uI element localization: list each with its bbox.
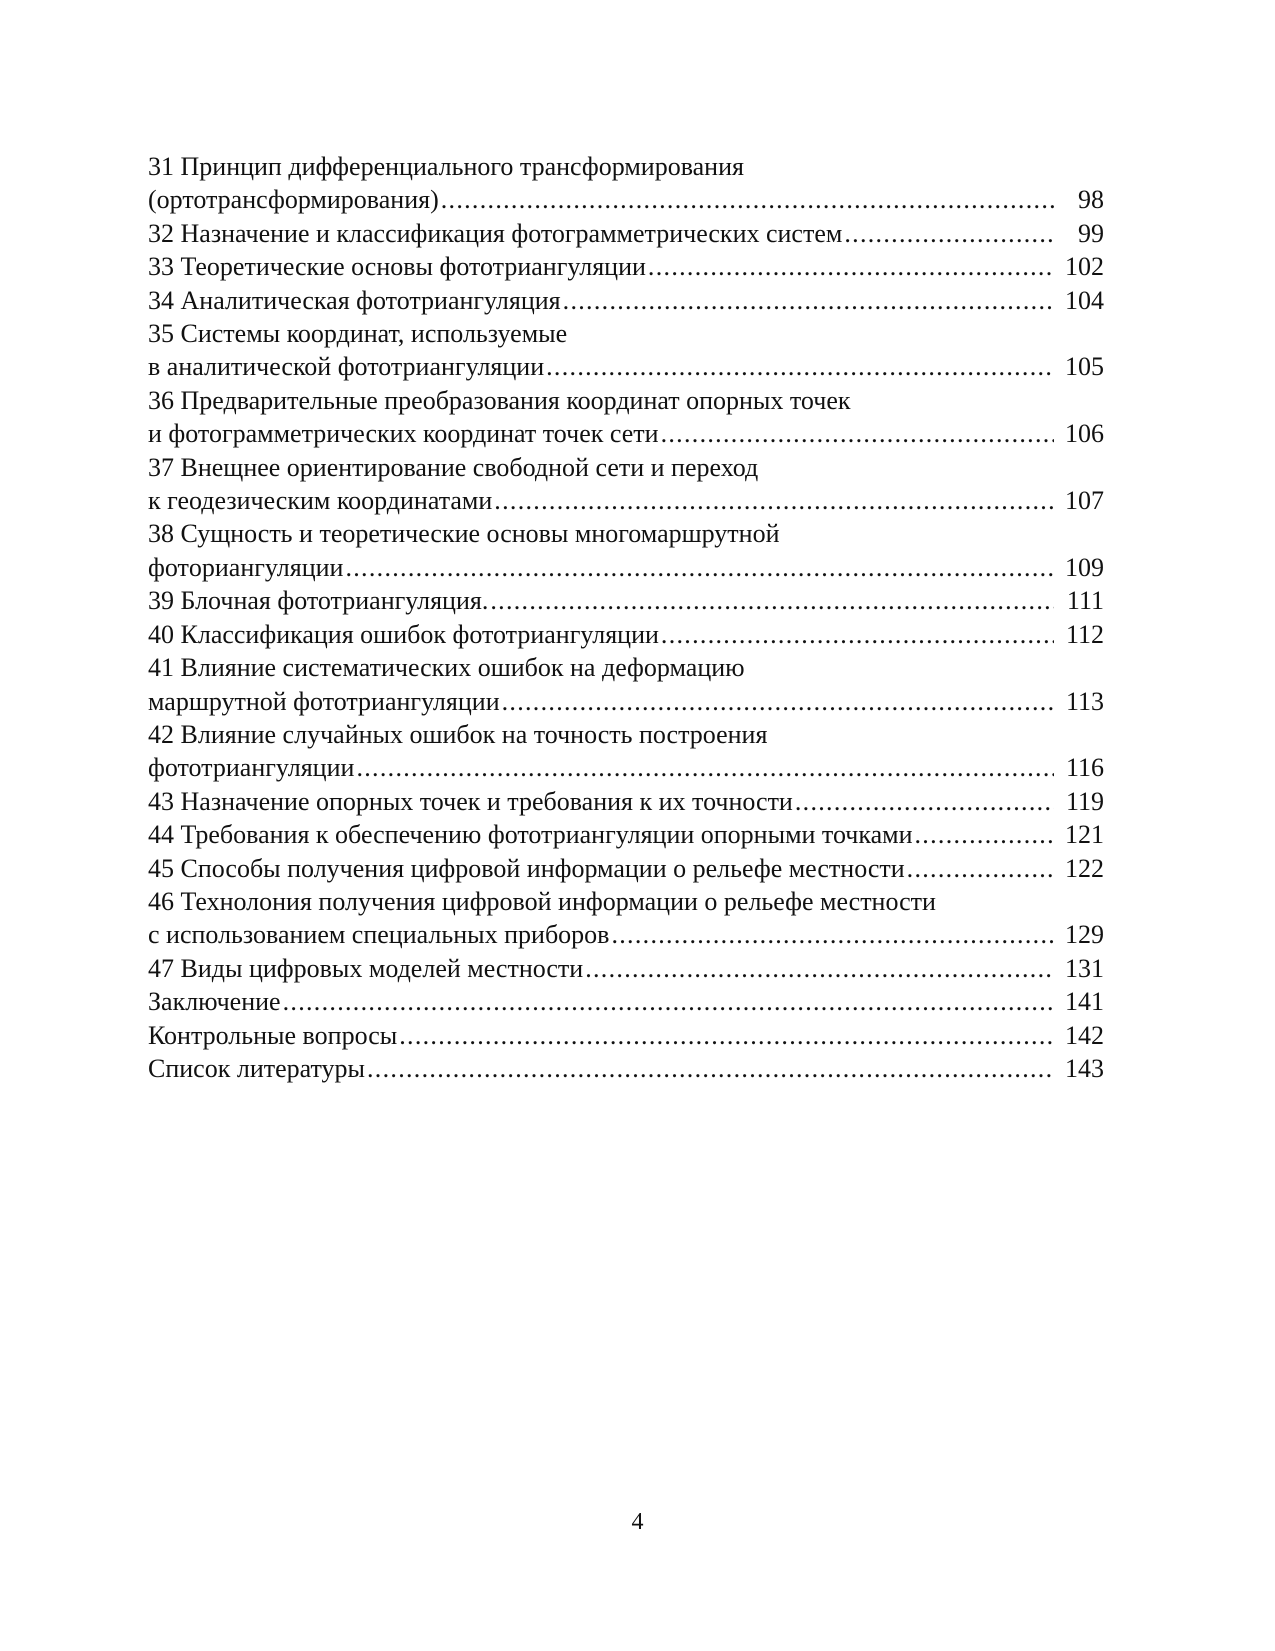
toc-entry-page-number: 112 [1065,619,1104,649]
toc-entry-title: 40 Классификация ошибок фототриангуляции [148,619,659,649]
page-number: 4 [631,1509,644,1535]
toc-entry-page-number: 102 [1065,252,1104,282]
dot-leader [546,350,1054,383]
toc-entry-title: 47 Виды цифровых моделей местности [148,953,584,983]
toc-entry [148,952,1104,985]
dot-leader [399,1019,1054,1052]
toc-entry-title-line: 31 Принцип дифференциального трансформирования [148,152,744,181]
toc-entry-title-line: 36 Предварительные преобразования координат опорных точек [148,385,851,415]
toc-entry-title: 45 Способы получения цифровой информации о рельефе местности [148,853,905,883]
dot-leader [844,217,1054,250]
dot-leader [356,751,1054,784]
toc-entry-page-number: 122 [1065,853,1104,883]
dot-leader [563,284,1054,317]
toc-entry-last-line [148,250,1104,283]
toc-entry-page-number: 143 [1065,1053,1104,1083]
toc-entry-last-line [148,1019,1104,1052]
toc-entry-page-number: 106 [1065,419,1104,449]
toc-entry-page-number: 116 [1065,753,1104,783]
toc-entry-page-number: 98 [1078,185,1104,215]
toc-entry-page-number: 129 [1065,920,1104,950]
toc-entry-page-number: 131 [1065,953,1104,983]
toc-entry-title: с использованием специальных приборов [148,920,610,950]
toc-entry-title: Список литературы [148,1053,365,1083]
toc-entry [148,718,1104,785]
toc-entry-last-line [148,484,1104,517]
toc-entry [148,517,1104,584]
toc-entry-last-line [148,985,1104,1018]
dot-leader [915,818,1055,851]
toc-entry-last-line [148,751,1104,784]
dot-leader [648,250,1054,283]
toc-entry-title: маршрутной фототриангуляции [148,686,500,716]
toc-entry-page-number: 142 [1065,1020,1104,1050]
toc-entry-title: 34 Аналитическая фототриангуляция [148,285,561,315]
toc-entry-page-number: 111 [1066,586,1104,616]
toc-entry-title: 39 Блочная фототриангуляция. [148,586,489,616]
toc-entry-last-line [148,685,1104,718]
dot-leader [795,785,1054,818]
dot-leader [490,584,1054,617]
toc-entry-page-number: 119 [1065,786,1104,816]
toc-entry [148,785,1104,818]
toc-entry-title: 32 Назначение и классификация фотограмметрических систем [148,218,843,248]
toc-entry-last-line [148,785,1104,818]
toc-entry-title: к геодезическим координатами [148,486,493,516]
table-of-contents [148,150,1104,1085]
toc-entry-title: в аналитической фототриангуляции [148,352,545,382]
toc-entry [148,217,1104,250]
toc-entry-last-line [148,284,1104,317]
toc-entry [148,150,1104,217]
toc-entry-title-line: 42 Влияние случайных ошибок на точность построения [148,719,768,749]
toc-entry [148,284,1104,317]
toc-entry-title-line: 35 Системы координат, используемые [148,319,568,349]
toc-entry-last-line [148,183,1104,216]
dot-leader [611,918,1054,951]
dot-leader [907,852,1054,885]
toc-entry-page-number: 105 [1065,352,1104,382]
dot-leader [494,484,1054,517]
dot-leader [367,1052,1054,1085]
toc-entry [148,651,1104,718]
toc-entry-title: Контрольные вопросы [148,1020,398,1050]
toc-entry-title: 44 Требования к обеспечению фототриангуляции опорными точками [148,820,913,850]
toc-entry-page-number: 109 [1065,552,1104,582]
toc-entry-page-number: 99 [1078,218,1104,248]
dot-leader [441,183,1054,216]
dot-leader [283,985,1054,1018]
toc-entry-page-number: 121 [1065,820,1104,850]
toc-entry-last-line [148,350,1104,383]
toc-entry-last-line [148,1052,1104,1085]
toc-entry-title: фототриангуляции [148,753,355,783]
toc-entry-last-line [148,852,1104,885]
toc-entry [148,885,1104,952]
toc-entry [148,384,1104,451]
toc-entry-last-line [148,551,1104,584]
toc-entry-title: фотoриангуляции [148,552,344,582]
dot-leader [345,551,1054,584]
dot-leader [585,952,1054,985]
toc-entry [148,584,1104,617]
toc-entry-last-line [148,417,1104,450]
toc-entry-page-number: 113 [1065,686,1104,716]
toc-entry-title: Заключение [148,987,281,1017]
toc-entry-page-number: 141 [1065,987,1104,1017]
toc-entry [148,852,1104,885]
toc-entry-title: 43 Назначение опорных точек и требования к их точности [148,786,793,816]
toc-entry [148,317,1104,384]
toc-entry-title: (ортотрансформирования) [148,185,439,215]
toc-entry [148,618,1104,651]
toc-entry-title: 33 Теоретические основы фототриангуляции [148,252,646,282]
toc-entry-page-number: 104 [1065,285,1104,315]
toc-entry-title-line: 37 Внещнее ориентирование свободной сети и переход [148,452,759,482]
toc-entry-last-line [148,618,1104,651]
toc-entry-last-line [148,584,1104,617]
toc-entry-last-line [148,818,1104,851]
toc-entry [148,985,1104,1018]
toc-entry-title: и фотограмметрических координат точек сети [148,419,659,449]
dot-leader [661,618,1054,651]
toc-entry [148,451,1104,518]
toc-entry [148,818,1104,851]
dot-leader [502,685,1054,718]
toc-entry-last-line [148,952,1104,985]
toc-entry-title-line: 38 Сущность и теоретические основы многомаршрутной [148,519,780,549]
toc-entry-last-line [148,918,1104,951]
toc-entry [148,1019,1104,1052]
toc-entry [148,250,1104,283]
toc-entry-last-line [148,217,1104,250]
toc-entry [148,1052,1104,1085]
toc-entry-title-line: 46 Технолония получения цифровой информации о рельефе местности [148,886,936,916]
dot-leader [661,417,1054,450]
toc-entry-title-line: 41 Влияние систематических ошибок на деформацию [148,653,745,683]
toc-entry-page-number: 107 [1065,486,1104,516]
